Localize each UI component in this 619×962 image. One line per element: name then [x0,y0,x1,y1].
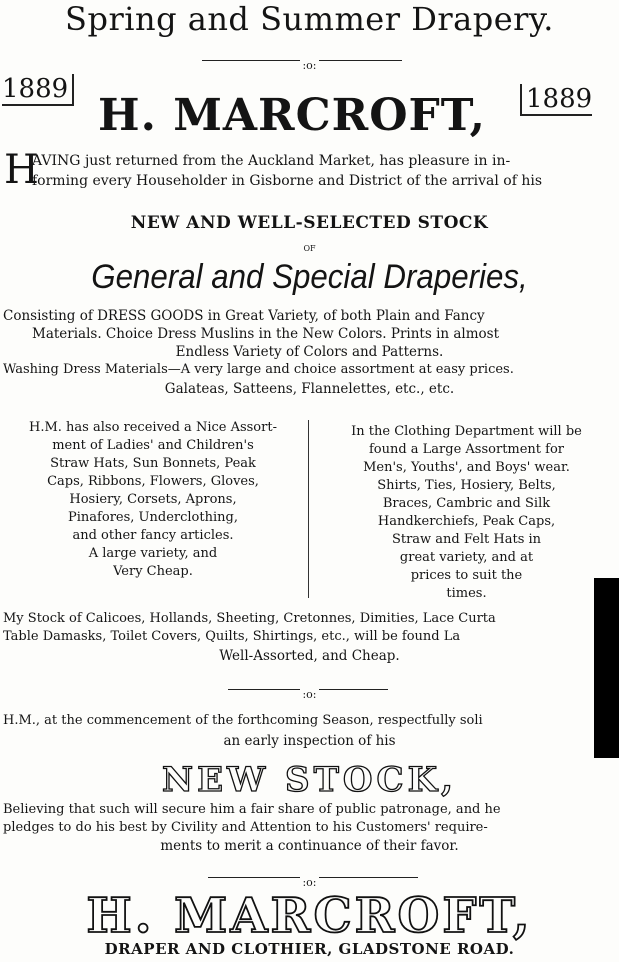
left-column-line: Pinafores, Underclothing, [68,510,238,525]
consisting-line: Endless Variety of Colors and Patterns. [175,344,444,360]
consisting-line: Materials. Choice Dress Muslins in the New Colors. Prints in almost [32,326,500,342]
consisting-line: Galateas, Satteens, Flannelettes, etc., etc. [164,381,455,397]
stock-heading: NEW AND WELL-SELECTED STOCK [130,213,489,233]
left-column-line: Hosiery, Corsets, Aprons, [69,492,237,507]
merchant-title: H. MARCROFT, [98,90,486,141]
believing-line: Believing that such will secure him a fair share of public patronage, and he [3,802,501,817]
stock-line: Table Damasks, Toilet Covers, Quilts, Shirtings, etc., will be found La [3,629,461,644]
ornament-separator: :o: [302,688,317,701]
footer-address: DRAPER AND CLOTHIER, GLADSTONE ROAD. [104,940,515,958]
season-line: H.M., at the commencement of the forthcoming Season, respectfully soli [3,713,483,728]
believing-line: pledges to do his best by Civility and Attention to his Customers' require- [3,820,488,835]
left-column-line: Very Cheap. [113,564,193,579]
left-column-line: A large variety, and [88,546,218,561]
intro-line: forming every Householder in Gisborne and District of the arrival of his [32,173,543,189]
new-stock-heading: NEW STOCK, [162,760,457,800]
believing-line: ments to merit a continuance of their favor. [160,838,459,854]
ornament-separator: :o: [302,59,317,72]
drapery-title: General and Special Draperies, [91,258,528,296]
year-left: 1889 [2,74,74,106]
right-column-line: times. [446,586,487,601]
right-column-line: found a Large Assortment for [368,442,565,457]
advert-heading: Spring and Summer Drapery. [65,0,554,38]
right-column-line: Men's, Youths', and Boys' wear. [363,460,570,475]
stock-line: My Stock of Calicoes, Hollands, Sheeting, Cretonnes, Dimities, Lace Curta [3,611,496,626]
right-column-line: Shirts, Ties, Hosiery, Belts, [377,478,556,493]
left-column-line: H.M. has also received a Nice Assort- [29,420,277,435]
right-column-line: prices to suit the [410,568,523,583]
left-column-line: Straw Hats, Sun Bonnets, Peak [50,456,256,471]
left-column-line: ment of Ladies' and Children's [52,438,254,453]
scan-edge-bar [594,578,619,758]
right-column-line: Braces, Cambric and Silk [382,496,551,511]
of-word: OF [303,244,316,253]
left-column-line: Caps, Ribbons, Flowers, Gloves, [47,474,259,489]
right-column-line: great variety, and at [399,550,534,565]
season-line: an early inspection of his [223,733,396,749]
column-divider [308,420,309,598]
intro-line: AVING just returned from the Auckland Market, has pleasure in in- [32,153,511,169]
consisting-line: Washing Dress Materials—A very large and choice assortment at easy prices. [3,362,514,377]
ornament-separator: :o: [302,876,317,889]
drop-cap: H [4,147,39,193]
stock-line: Well-Assorted, and Cheap. [219,648,400,664]
right-column-line: In the Clothing Department will be [351,424,582,439]
left-column-line: and other fancy articles. [72,528,234,543]
consisting-line: Consisting of DRESS GOODS in Great Variety, of both Plain and Fancy [3,308,485,324]
right-column-line: Straw and Felt Hats in [391,532,542,547]
year-right: 1889 [520,84,592,116]
right-column-line: Handkerchiefs, Peak Caps, [377,514,556,529]
footer-merchant-name: H. MARCROFT, [86,888,533,944]
